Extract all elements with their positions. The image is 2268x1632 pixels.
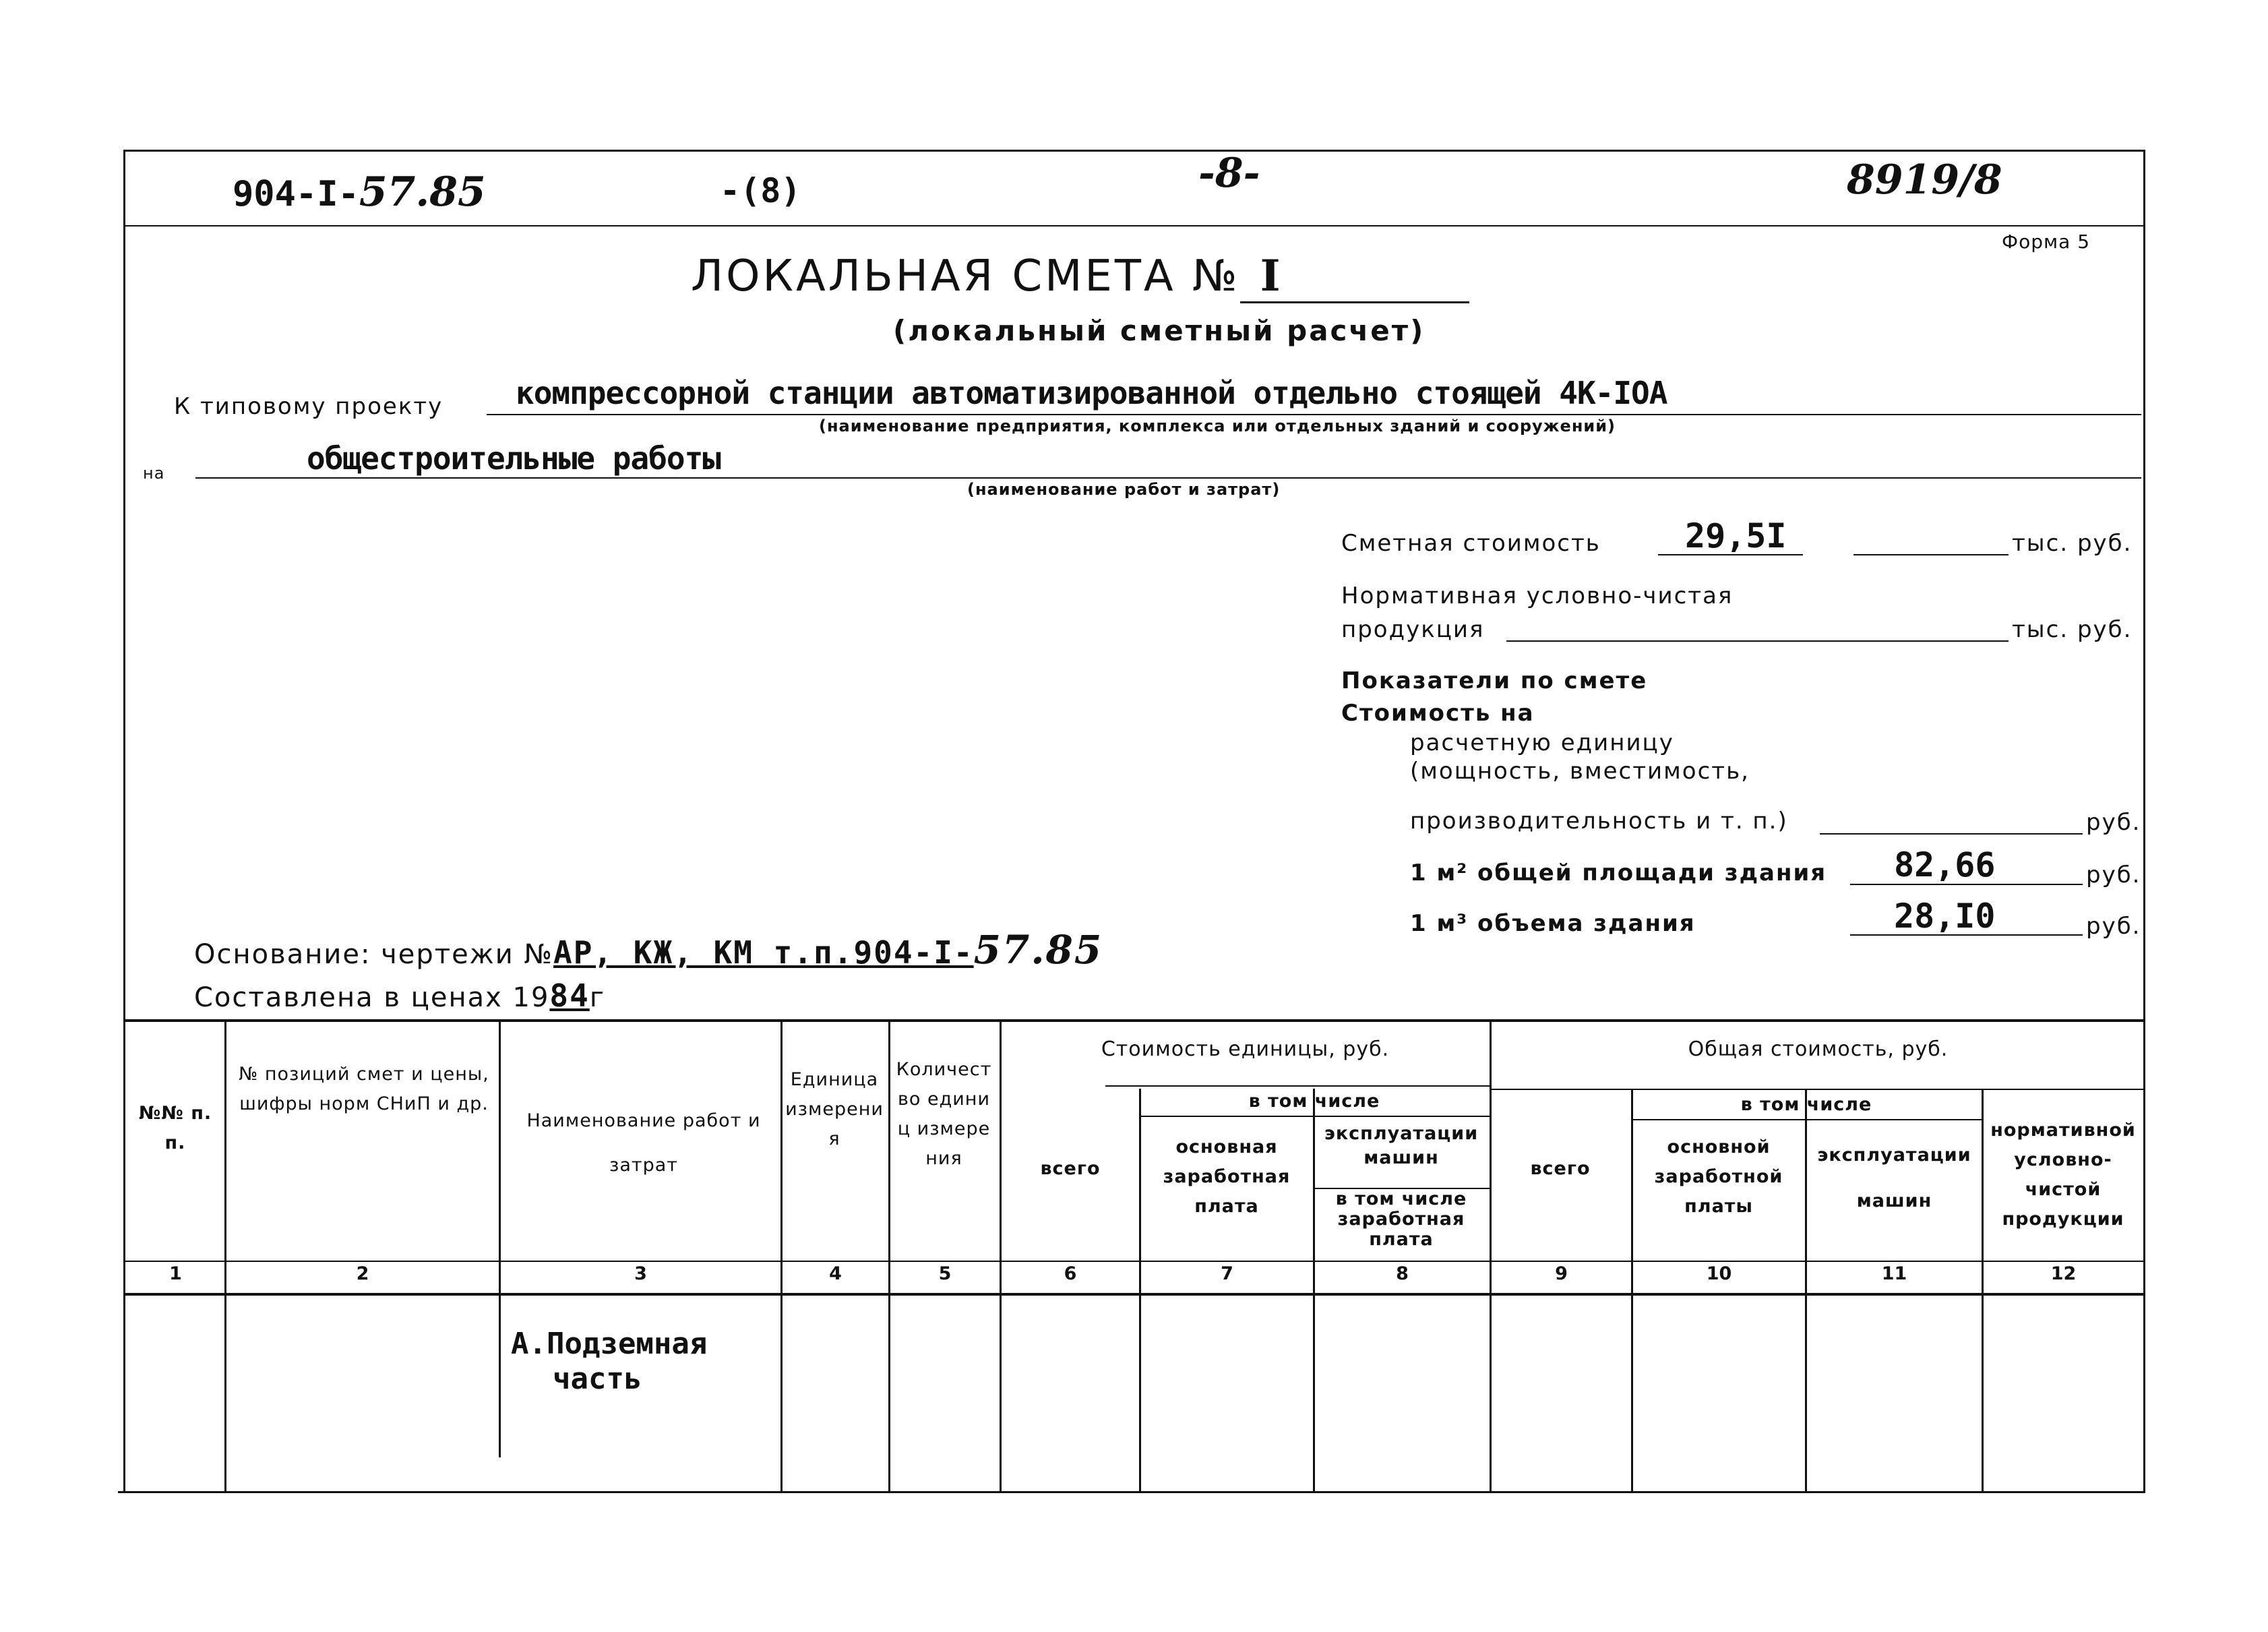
incl-2-header: в том числе [1740,1094,1872,1115]
project-code-print: 904-I- [233,174,359,214]
frame-bottom-line [118,1491,2145,1493]
norm-label-2: продукция [1341,616,1485,643]
row-section-name-line-1: А.Подземная [511,1327,708,1361]
col8b-header: в том числе заработная плата [1335,1188,1467,1250]
works-prefix: на [143,464,165,483]
col12-header: нормативной условно-чистой продукции [1990,1120,2136,1230]
unit-line-2: (мощность, вместимость, [1410,758,1750,785]
col-sep-10 [1805,1089,1807,1491]
col-number-2: 2 [356,1263,369,1284]
col1-header: №№ п. п. [138,1103,212,1153]
incl-1-header: в том числе [1248,1091,1380,1112]
table-numbers-bottom-line [123,1293,2144,1296]
works-caption: (наименование работ и затрат) [967,480,1281,499]
prices-year: 84 [549,977,590,1014]
area-value: 82,66 [1894,845,1996,884]
volume-label: 1 м³ объема здания [1410,910,1696,937]
volume-rub: руб. [2086,913,2141,940]
col-number-10: 10 [1706,1263,1732,1284]
prices-line [194,977,605,1014]
col9-header: всего [1530,1158,1591,1179]
col7-header: основная заработная плата [1163,1137,1291,1217]
col3-header: Наименование работ и затрат [526,1110,761,1176]
table-numbers-top-line [123,1261,2144,1262]
norm-underline [1506,640,2009,642]
area-rub: руб. [2086,862,2141,888]
project-name: компрессорной станции автоматизированной отдельно стоящей 4К-IOA [516,375,1667,411]
col-number-9: 9 [1555,1263,1568,1284]
col-number-8: 8 [1396,1263,1409,1284]
col-sep-5 [1000,1019,1002,1491]
frame-right-line [2143,150,2145,1491]
cost-blank-underline [1853,554,2009,555]
form-label: Форма 5 [2002,231,2091,253]
col-number-7: 7 [1221,1263,1233,1284]
area-label: 1 м² общей площади здания [1410,859,1827,886]
col-number-11: 11 [1881,1263,1907,1284]
prices-label: Составлена в ценах 19 [194,982,550,1013]
basis-value: АР, КЖ, КМ т.п.904-I- [553,934,974,971]
col-sep-2 [499,1019,501,1457]
col-sep-3 [780,1019,783,1491]
indicators-label: Показатели по смете [1341,667,1648,694]
project-prefix: К типовому проекту [174,393,443,420]
project-name-caption: (наименование предприятия, комплекса или отдельных зданий и сооружений) [819,417,1616,435]
norm-label-1: Нормативная условно-чистая [1341,582,1734,609]
col-sep-6 [1139,1089,1141,1491]
norm-unit: тыс. руб. [2012,616,2133,643]
col-number-3: 3 [634,1263,647,1284]
estimate-number: I [1240,251,1469,303]
estimate-title [691,251,1469,303]
col-sep-11 [1982,1089,1984,1491]
frame-left-line [123,150,125,1491]
volume-value: 28,I0 [1894,897,1996,936]
col-sep-7 [1313,1089,1315,1491]
volume-underline [1850,934,2083,936]
project-name-underline [487,414,2141,415]
unit-cost-group-header: Стоимость единицы, руб. [1101,1037,1390,1061]
col6-header: всего [1040,1158,1101,1179]
archive-number: 8919/8 [1847,156,2002,204]
project-code-hand: 57.85 [359,169,486,216]
row-section-name-line-2: часть [553,1362,642,1396]
col5-header: Количество единиц измерения [896,1059,992,1169]
cost-value-underline [1658,554,1803,555]
col-sep-9 [1631,1089,1633,1491]
row-section-name [511,1327,707,1397]
cost-label: Сметная стоимость [1341,530,1601,557]
prices-suffix: г [589,982,605,1013]
cost-value: 29,5I [1685,516,1787,555]
cost-unit: тыс. руб. [2012,530,2133,557]
col2-header: № позиций смет и цены, шифры норм СНиП и др. [239,1064,489,1114]
col-number-5: 5 [938,1263,952,1284]
area-underline [1850,884,2083,885]
col-sep-8 [1490,1019,1492,1491]
basis-line [194,927,1103,973]
works-underline [195,477,2141,479]
col-sep-1 [224,1019,226,1491]
col-number-6: 6 [1064,1263,1077,1284]
total-group-header: Общая стоимость, руб. [1688,1037,1949,1061]
col-number-1: 1 [169,1263,182,1284]
header-divider-line [125,225,2144,226]
col-number-12: 12 [2050,1263,2077,1284]
col10-header: основной заработной платы [1654,1137,1783,1217]
frame-top-line [125,150,2144,152]
col11-header: эксплуатации машин [1817,1145,1971,1211]
estimate-subtitle: (локальный сметный расчет) [893,314,1426,347]
unit-rub: руб. [2086,809,2141,836]
col4-header: Единица измерения [785,1069,884,1149]
basis-value-hand: 57.85 [973,927,1103,973]
sheet-part: -(8) [720,171,801,210]
unit-line-1: расчетную единицу [1410,729,1674,756]
col-sep-4 [888,1019,890,1491]
table-top-line [123,1019,2144,1022]
page-number: -8- [1198,150,1260,197]
unit-line-3: производительность и т. п.) [1410,808,1788,835]
col8a-header: эксплуатации машин [1324,1123,1479,1168]
basis-label: Основание: чертежи № [194,939,554,970]
works-name: общестроительные работы [307,440,721,477]
project-code [233,169,486,216]
unit-underline [1820,833,2083,835]
unit-cost-label: Стоимость на [1341,700,1535,727]
col-number-4: 4 [829,1263,842,1284]
estimate-title-text: ЛОКАЛЬНАЯ СМЕТА № [691,251,1240,301]
